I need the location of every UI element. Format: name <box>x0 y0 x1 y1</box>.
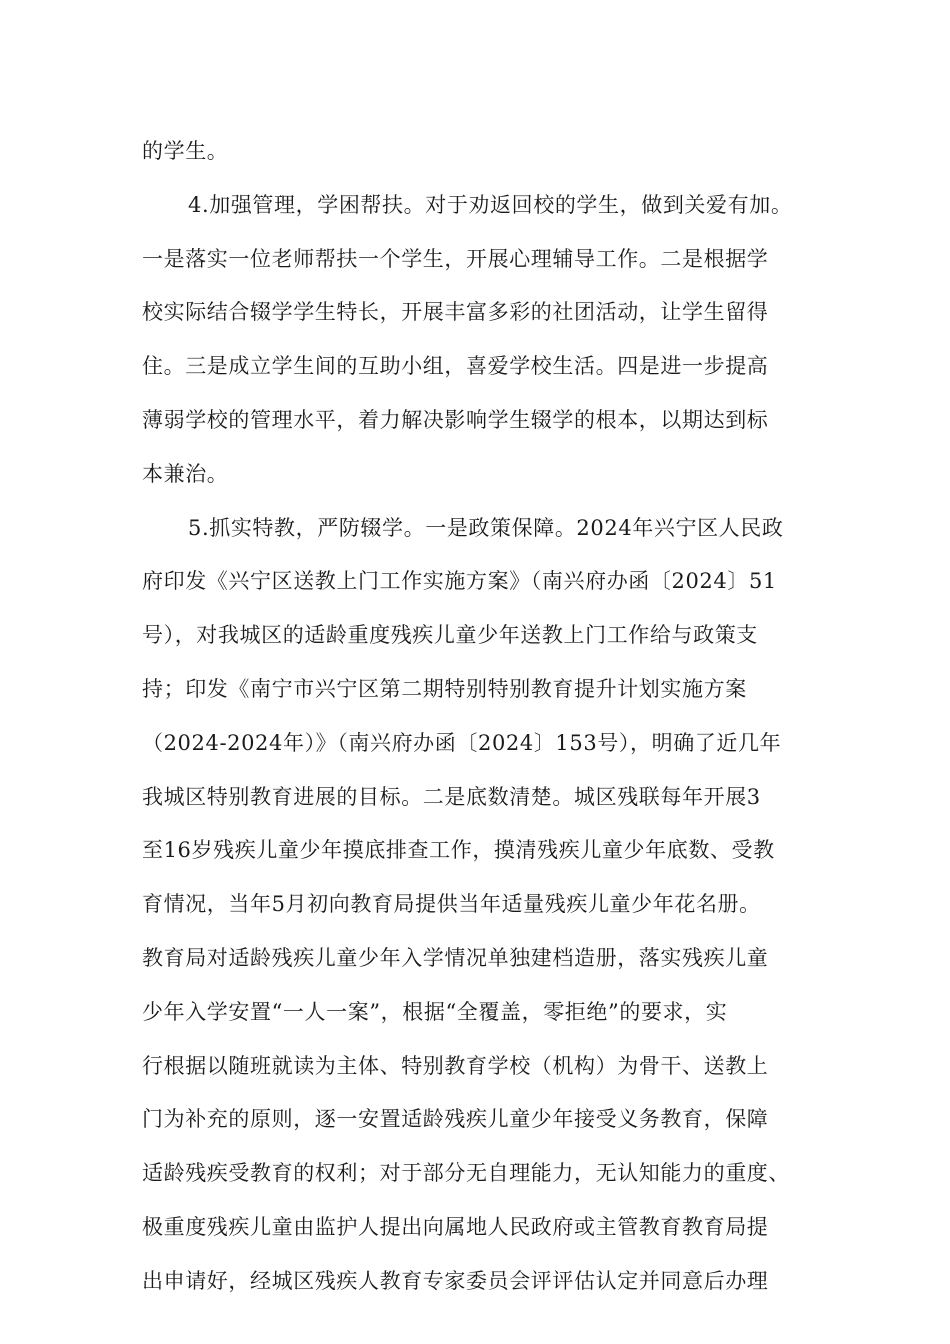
text-line: 府印发《兴宁区送教上门工作实施方案》（南兴府办函〔2024〕51 <box>142 569 777 593</box>
text-line: 至16岁残疾儿童少年摸底排查工作，摸清残疾儿童少年底数、受教 <box>142 838 775 862</box>
text-line: 极重度残疾儿童由监护人提出向属地人民政府或主管教育教育局提 <box>142 1215 769 1239</box>
paragraph-4-heading-line: 4.加强管理，学困帮扶。对于劝返回校的学生，做到关爱有加。 <box>188 193 793 217</box>
text-line: 教育局对适龄残疾儿童少年入学情况单独建档造册，落实残疾儿童 <box>142 946 769 970</box>
text-line: 少年入学安置“一人一案”，根据“全覆盖，零拒绝”的要求，实 <box>142 1000 728 1024</box>
text-line: 号），对我城区的适龄重度残疾儿童少年送教上门工作给与政策支 <box>142 623 758 647</box>
text-line: 出申请好，经城区残疾人教育专家委员会评评估认定并同意后办理 <box>142 1269 769 1293</box>
text-line: 适龄残疾受教育的权利；对于部分无自理能力，无认知能力的重度、 <box>142 1161 790 1185</box>
text-line: 薄弱学校的管理水平，着力解决影响学生辍学的根本，以期达到标 <box>142 408 769 432</box>
text-line: （2024-2024年）》（南兴府办函〔2024〕153号），明确了近几年 <box>142 731 782 755</box>
paragraph-5-heading-line: 5.抓实特教，严防辍学。一是政策保障。2024年兴宁区人民政 <box>188 516 784 540</box>
text-line: 行根据以随班就读为主体、特别教育学校（机构）为骨干、送教上 <box>142 1054 769 1078</box>
text-line: 我城区特别教育进展的目标。二是底数清楚。城区残联每年开展3 <box>142 785 761 809</box>
text-line: 育情况，当年5月初向教育局提供当年适量残疾儿童少年花名册。 <box>142 892 761 916</box>
text-line: 门为补充的原则，逐一安置适龄残疾儿童少年接受义务教育，保障 <box>142 1107 769 1131</box>
text-line: 校实际结合辍学学生特长，开展丰富多彩的社团活动，让学生留得 <box>142 300 769 324</box>
text-line: 的学生。 <box>142 139 229 163</box>
text-line: 住。三是成立学生间的互助小组，喜爱学校生活。四是进一步提高 <box>142 354 769 378</box>
text-line: 持；印发《南宁市兴宁区第二期特别特别教育提升计划实施方案 <box>142 677 747 701</box>
text-line: 一是落实一位老师帮扶一个学生，开展心理辅导工作。二是根据学 <box>142 247 769 271</box>
text-line: 本兼治。 <box>142 462 229 486</box>
